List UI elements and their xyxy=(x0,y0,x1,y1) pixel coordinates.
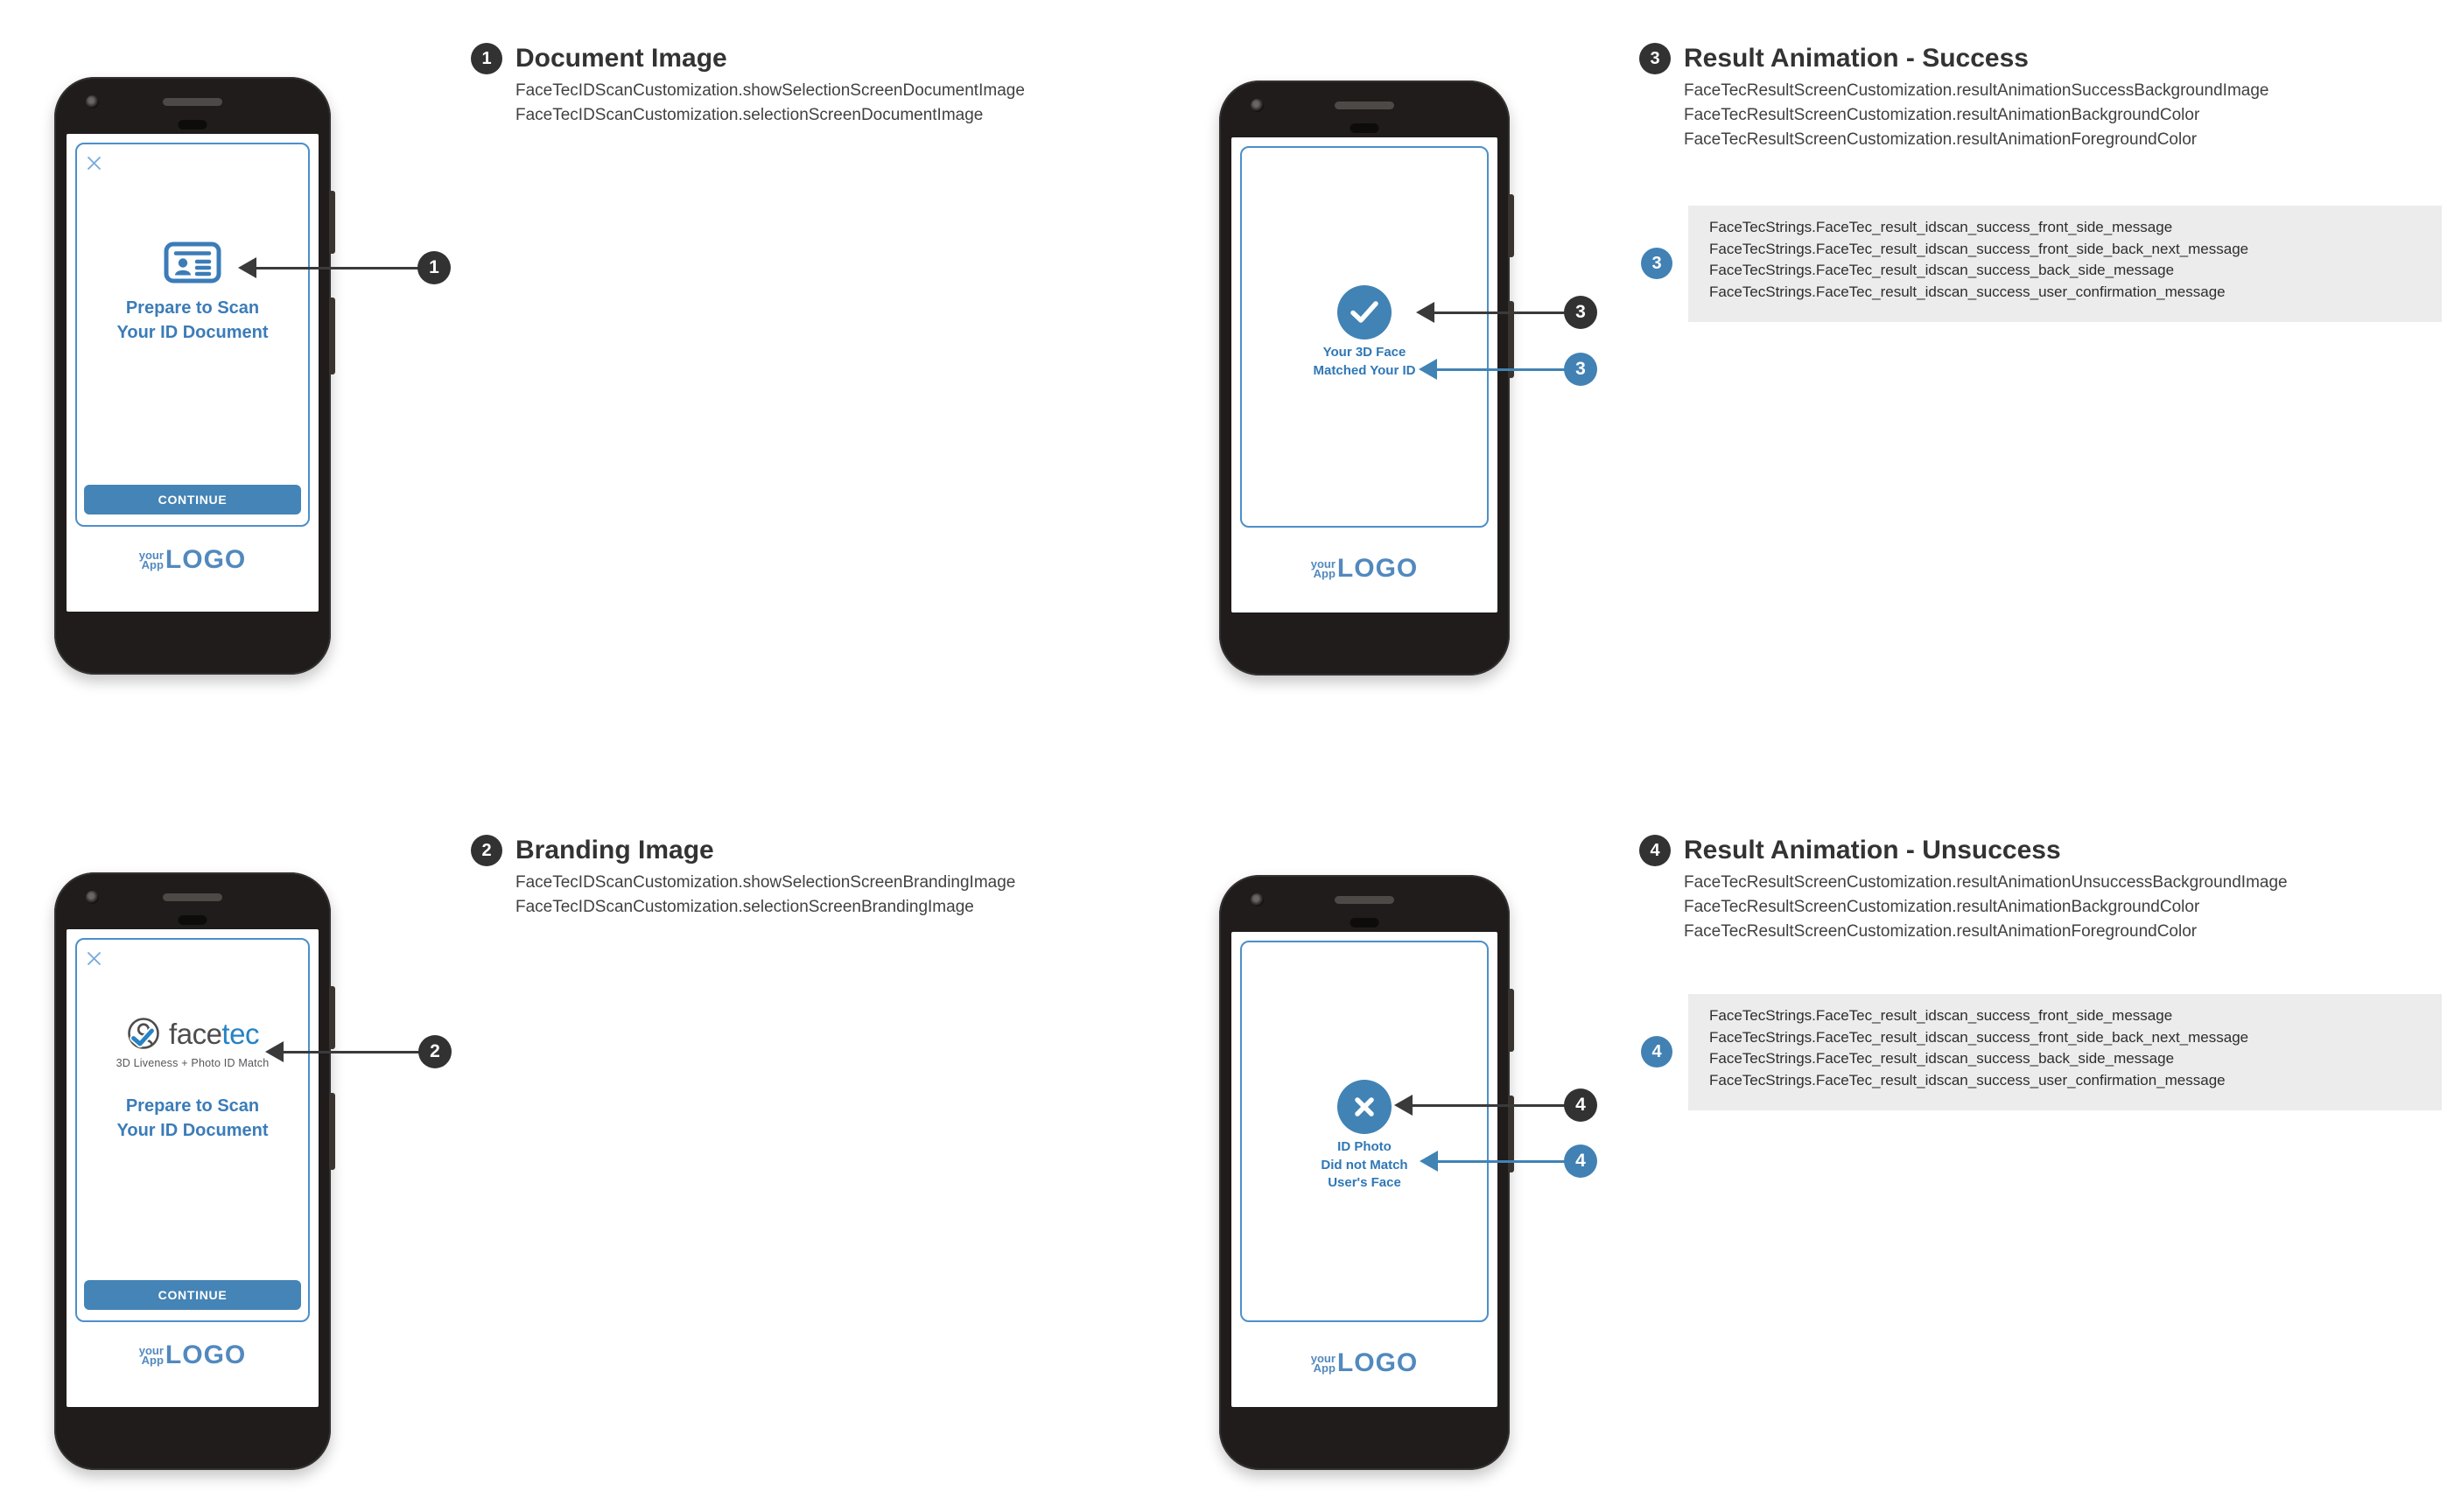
phone-mockup-result-success xyxy=(1219,80,1510,676)
string-key: FaceTecStrings.FaceTec_result_idscan_success_front_side_message xyxy=(1709,1007,2173,1024)
fail-x-circle xyxy=(1337,1080,1392,1134)
logo-small-1: your xyxy=(1310,557,1336,570)
api-line: FaceTecResultScreenCustomization.resultAnimationForegroundColor xyxy=(1684,922,2198,941)
api-line: FaceTecIDScanCustomization.selectionScreenDocumentImage xyxy=(515,106,984,124)
prepare-heading xyxy=(77,296,308,345)
logo-small-1: your xyxy=(138,1344,164,1357)
facetec-wordmark: facetec xyxy=(169,1018,259,1050)
phone-mockup-result-unsuccess xyxy=(1219,875,1510,1470)
power-button xyxy=(1508,194,1514,257)
close-icon[interactable] xyxy=(87,951,102,966)
continue-button[interactable]: CONTINUE xyxy=(84,1280,301,1310)
volume-button xyxy=(329,1093,335,1170)
facetec-face-icon xyxy=(126,1017,161,1052)
callout-badge-4-blue: 4 xyxy=(1564,1144,1597,1178)
earpiece xyxy=(1350,918,1379,928)
earpiece xyxy=(179,915,207,925)
section-title: Branding Image xyxy=(515,836,714,864)
string-key: FaceTecStrings.FaceTec_result_idscan_success_front_side_message xyxy=(1709,219,2173,235)
section-branding-image xyxy=(471,835,1276,920)
logo-large: LOGO xyxy=(165,1340,247,1369)
string-key: FaceTecStrings.FaceTec_result_idscan_success_front_side_back_next_message xyxy=(1709,1028,2249,1046)
x-icon xyxy=(1353,1096,1376,1118)
front-camera-icon xyxy=(86,95,99,108)
result-card xyxy=(1240,146,1489,528)
callout-badge-3-blue: 3 xyxy=(1564,353,1597,386)
strings-box-badge: 4 xyxy=(1641,1036,1672,1068)
logo-small-2: App xyxy=(1313,567,1336,580)
your-app-logo xyxy=(67,1342,319,1368)
string-key: FaceTecStrings.FaceTec_result_idscan_success_front_side_back_next_message xyxy=(1709,240,2249,257)
section-number-badge: 1 xyxy=(471,43,502,74)
api-line: FaceTecResultScreenCustomization.resultAnimationUnsuccessBackgroundImage xyxy=(1684,873,2288,892)
arrow-head-icon xyxy=(1416,302,1434,323)
section-number-badge: 3 xyxy=(1639,43,1671,74)
string-key: FaceTecStrings.FaceTec_result_idscan_success_back_side_message xyxy=(1709,262,2175,278)
arrow-head-icon xyxy=(1394,1095,1413,1116)
logo-small-2: App xyxy=(141,1354,164,1367)
section-title: Result Animation - Unsuccess xyxy=(1684,836,2061,864)
api-line: FaceTecIDScanCustomization.showSelectionScreenDocumentImage xyxy=(515,81,1025,100)
close-icon[interactable] xyxy=(87,156,102,171)
callout-badge-1: 1 xyxy=(417,251,451,284)
facetec-tagline: 3D Liveness + Photo ID Match xyxy=(116,1057,270,1069)
api-line: FaceTecResultScreenCustomization.resultAnimationBackgroundColor xyxy=(1684,898,2200,916)
arrow-head-icon xyxy=(1419,359,1437,380)
logo-large: LOGO xyxy=(1336,554,1419,583)
prepare-line1: Prepare to Scan xyxy=(125,298,260,318)
api-line: FaceTecIDScanCustomization.selectionScreenBrandingImage xyxy=(515,898,974,916)
power-button xyxy=(329,986,335,1049)
string-key: FaceTecStrings.FaceTec_result_idscan_success_user_confirmation_message xyxy=(1709,283,2226,300)
strings-box-unsuccess xyxy=(1688,994,2442,1110)
your-app-logo xyxy=(1231,1350,1497,1376)
logo-large: LOGO xyxy=(165,545,247,574)
screen-result-success xyxy=(1231,137,1497,612)
selection-card xyxy=(75,143,310,527)
check-icon xyxy=(1350,300,1379,325)
prepare-line1: Prepare to Scan xyxy=(125,1096,260,1116)
your-app-logo xyxy=(67,547,319,573)
string-key: FaceTecStrings.FaceTec_result_idscan_success_user_confirmation_message xyxy=(1709,1071,2226,1088)
strings-box-badge: 3 xyxy=(1641,248,1672,279)
your-app-logo xyxy=(1231,556,1497,582)
speaker-grille xyxy=(1335,102,1394,109)
id-document-icon xyxy=(164,242,221,288)
arrow-head-icon xyxy=(1420,1151,1438,1172)
prepare-line2: Your ID Document xyxy=(116,1121,269,1140)
api-line: FaceTecIDScanCustomization.showSelectionScreenBrandingImage xyxy=(515,873,1016,892)
logo-small-1: your xyxy=(138,549,164,562)
callout-badge-4-dark: 4 xyxy=(1564,1088,1597,1122)
logo-large: LOGO xyxy=(1336,1348,1419,1377)
callout-badge-3-dark: 3 xyxy=(1564,296,1597,329)
speaker-grille xyxy=(163,893,222,901)
screen-document-selection xyxy=(67,134,319,612)
earpiece xyxy=(179,120,207,130)
success-check-circle xyxy=(1337,285,1392,340)
api-line: FaceTecResultScreenCustomization.resultAnimationForegroundColor xyxy=(1684,130,2198,149)
section-document-image xyxy=(471,43,1276,128)
string-key: FaceTecStrings.FaceTec_result_idscan_success_back_side_message xyxy=(1709,1050,2175,1067)
api-reference-lines xyxy=(515,871,1276,920)
api-line: FaceTecResultScreenCustomization.resultAnimationSuccessBackgroundImage xyxy=(1684,81,2269,100)
arrow-head-icon xyxy=(238,257,256,278)
screen-branding-selection xyxy=(67,929,319,1407)
section-result-success xyxy=(1639,43,2444,152)
section-title: Document Image xyxy=(515,44,727,73)
selection-card xyxy=(75,938,310,1322)
phone-mockup-branding xyxy=(54,872,331,1470)
phone-mockup-document xyxy=(54,77,331,675)
callout-badge-2: 2 xyxy=(418,1035,452,1068)
api-reference-lines xyxy=(1684,871,2444,944)
unsuccess-message: ID Photo Did not Match User's Face xyxy=(1321,1139,1408,1190)
success-message: Your 3D Face Matched Your ID xyxy=(1313,345,1416,378)
strings-box-success xyxy=(1688,206,2442,322)
continue-button[interactable]: CONTINUE xyxy=(84,485,301,514)
section-result-unsuccess xyxy=(1639,835,2444,944)
section-number-badge: 4 xyxy=(1639,835,1671,866)
api-reference-lines xyxy=(515,79,1276,128)
logo-small-2: App xyxy=(1313,1362,1336,1375)
front-camera-icon xyxy=(86,891,99,904)
power-button xyxy=(1508,989,1514,1052)
result-card xyxy=(1240,941,1489,1322)
prepare-line2: Your ID Document xyxy=(116,323,269,342)
logo-small-1: your xyxy=(1310,1352,1336,1365)
power-button xyxy=(329,191,335,254)
section-title: Result Animation - Success xyxy=(1684,44,2029,73)
speaker-grille xyxy=(1335,896,1394,904)
arrow-head-icon xyxy=(265,1041,284,1062)
volume-button xyxy=(329,298,335,374)
section-number-badge: 2 xyxy=(471,835,502,866)
api-reference-lines xyxy=(1684,79,2444,152)
prepare-heading xyxy=(77,1094,308,1143)
earpiece xyxy=(1350,123,1379,133)
speaker-grille xyxy=(163,98,222,106)
screen-result-unsuccess xyxy=(1231,932,1497,1407)
api-line: FaceTecResultScreenCustomization.resultAnimationBackgroundColor xyxy=(1684,106,2200,124)
logo-small-2: App xyxy=(141,558,164,571)
